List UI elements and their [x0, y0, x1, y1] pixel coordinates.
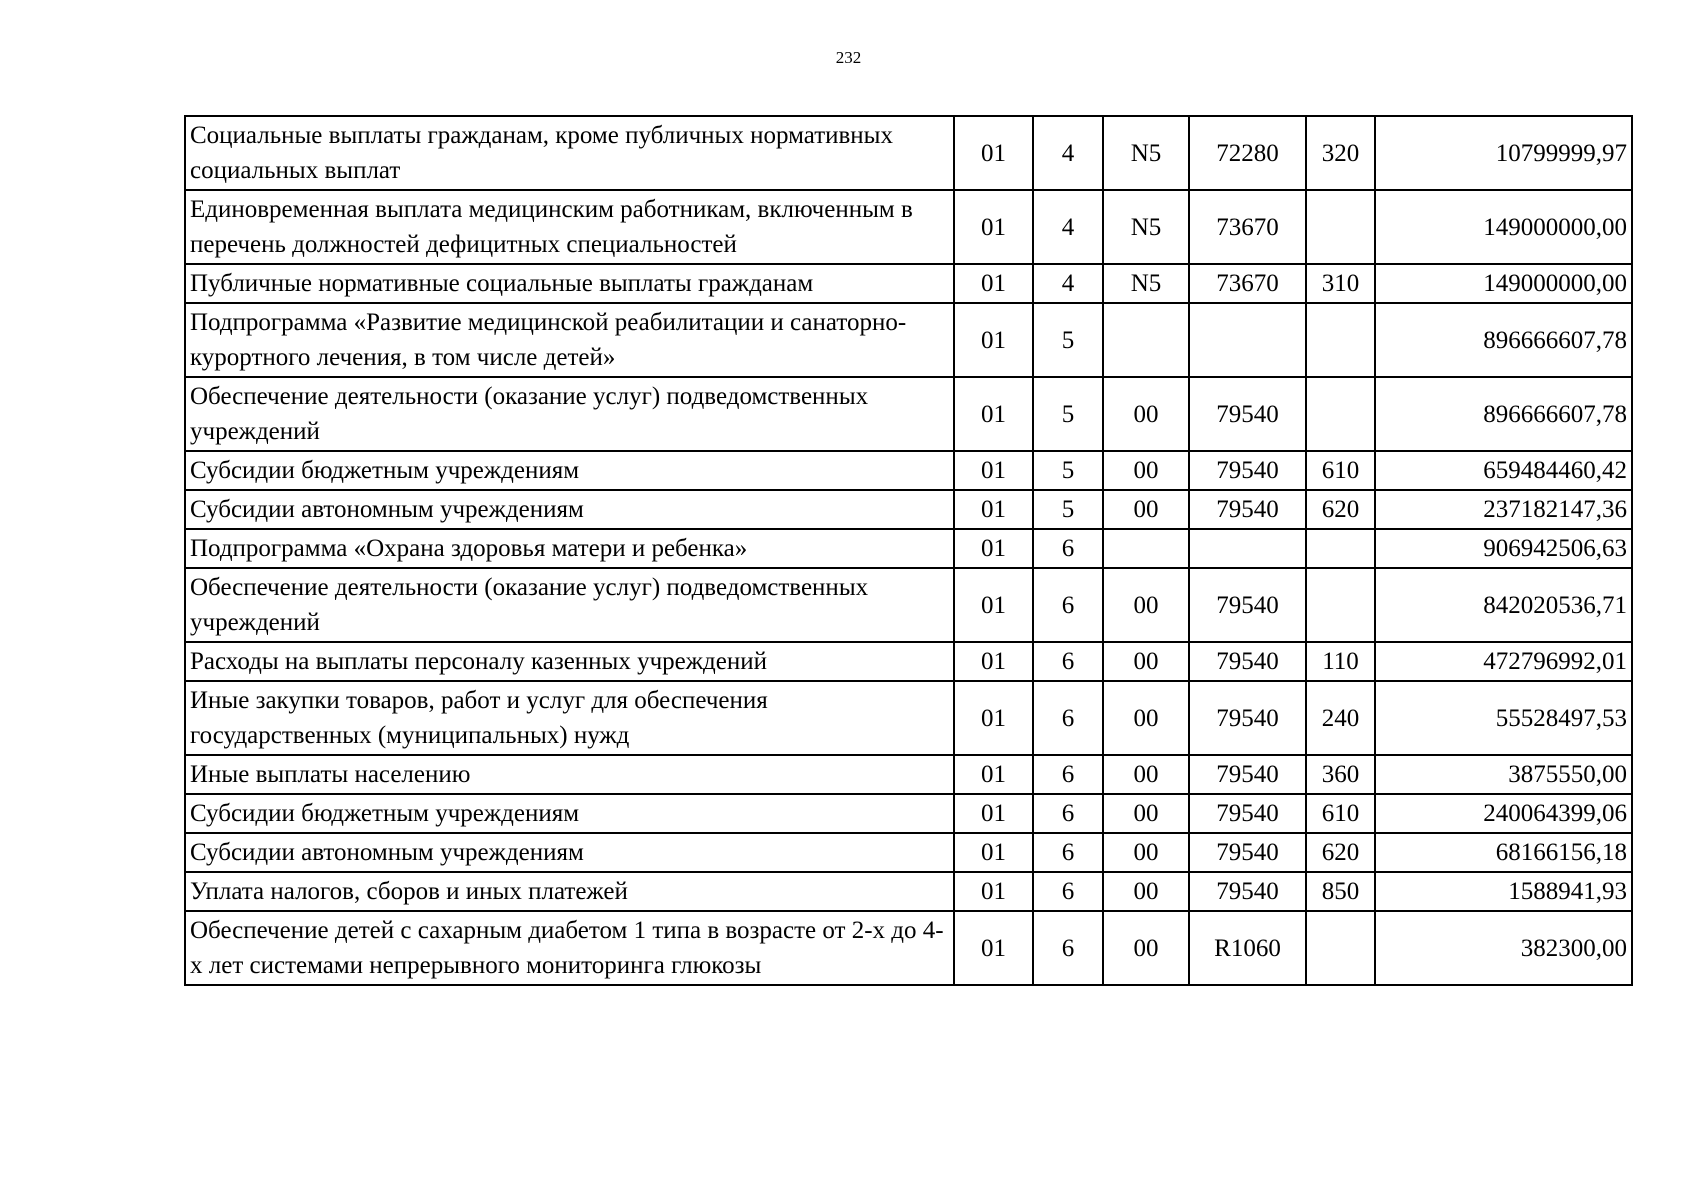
- row-code-1: 01: [954, 872, 1033, 911]
- row-code-1: 01: [954, 794, 1033, 833]
- row-code-4: 79540: [1189, 681, 1306, 755]
- row-name: Социальные выплаты гражданам, кроме публичных нормативных социальных выплат: [185, 116, 954, 190]
- row-amount: 149000000,00: [1375, 264, 1632, 303]
- row-code-2: 6: [1033, 833, 1103, 872]
- row-code-3: 00: [1103, 642, 1189, 681]
- row-code-5: 620: [1306, 833, 1375, 872]
- row-code-3: [1103, 303, 1189, 377]
- row-code-5: 310: [1306, 264, 1375, 303]
- row-code-2: 5: [1033, 451, 1103, 490]
- row-name: Расходы на выплаты персоналу казенных учреждений: [185, 642, 954, 681]
- row-code-1: 01: [954, 116, 1033, 190]
- row-code-4: 79540: [1189, 377, 1306, 451]
- row-name: Публичные нормативные социальные выплаты гражданам: [185, 264, 954, 303]
- row-code-5: 620: [1306, 490, 1375, 529]
- table-row: [185, 681, 1632, 755]
- row-code-5: [1306, 911, 1375, 985]
- row-code-5: [1306, 529, 1375, 568]
- row-code-4: 79540: [1189, 872, 1306, 911]
- row-amount: 842020536,71: [1375, 568, 1632, 642]
- row-code-1: 01: [954, 642, 1033, 681]
- row-code-1: 01: [954, 264, 1033, 303]
- row-code-2: 5: [1033, 490, 1103, 529]
- row-code-1: 01: [954, 833, 1033, 872]
- row-code-3: 00: [1103, 755, 1189, 794]
- row-code-4: 79540: [1189, 642, 1306, 681]
- row-code-1: 01: [954, 190, 1033, 264]
- row-name: Подпрограмма «Охрана здоровья матери и ребенка»: [185, 529, 954, 568]
- row-code-3: N5: [1103, 264, 1189, 303]
- table-row: [185, 794, 1632, 833]
- row-code-4: 73670: [1189, 264, 1306, 303]
- row-code-5: [1306, 303, 1375, 377]
- row-code-2: 4: [1033, 116, 1103, 190]
- row-code-3: [1103, 529, 1189, 568]
- row-code-1: 01: [954, 755, 1033, 794]
- row-code-2: 6: [1033, 642, 1103, 681]
- row-name: Субсидии автономным учреждениям: [185, 833, 954, 872]
- row-name: Субсидии автономным учреждениям: [185, 490, 954, 529]
- row-code-4: R1060: [1189, 911, 1306, 985]
- row-code-4: 79540: [1189, 794, 1306, 833]
- row-code-4: [1189, 529, 1306, 568]
- row-code-5: 610: [1306, 451, 1375, 490]
- table-row: [185, 303, 1632, 377]
- row-code-2: 6: [1033, 681, 1103, 755]
- row-code-3: 00: [1103, 377, 1189, 451]
- row-code-5: 850: [1306, 872, 1375, 911]
- row-amount: 382300,00: [1375, 911, 1632, 985]
- row-code-2: 6: [1033, 568, 1103, 642]
- row-code-5: [1306, 190, 1375, 264]
- row-code-5: 610: [1306, 794, 1375, 833]
- row-name: Обеспечение деятельности (оказание услуг) подведомственных учреждений: [185, 377, 954, 451]
- row-name: Иные закупки товаров, работ и услуг для обеспечения государственных (муниципальных) нужд: [185, 681, 954, 755]
- row-amount: 659484460,42: [1375, 451, 1632, 490]
- table-row: [185, 833, 1632, 872]
- row-amount: 237182147,36: [1375, 490, 1632, 529]
- row-code-2: 6: [1033, 529, 1103, 568]
- table-row: [185, 377, 1632, 451]
- row-code-4: [1189, 303, 1306, 377]
- row-code-2: 5: [1033, 303, 1103, 377]
- row-code-1: 01: [954, 377, 1033, 451]
- row-code-1: 01: [954, 490, 1033, 529]
- row-code-3: 00: [1103, 872, 1189, 911]
- row-code-2: 6: [1033, 794, 1103, 833]
- table-row: [185, 642, 1632, 681]
- row-amount: 3875550,00: [1375, 755, 1632, 794]
- row-name: Субсидии бюджетным учреждениям: [185, 794, 954, 833]
- row-amount: 906942506,63: [1375, 529, 1632, 568]
- row-code-1: 01: [954, 911, 1033, 985]
- table-row: [185, 872, 1632, 911]
- row-code-3: 00: [1103, 911, 1189, 985]
- row-code-3: 00: [1103, 681, 1189, 755]
- row-amount: 68166156,18: [1375, 833, 1632, 872]
- row-name: Субсидии бюджетным учреждениям: [185, 451, 954, 490]
- row-amount: 10799999,97: [1375, 116, 1632, 190]
- row-amount: 896666607,78: [1375, 377, 1632, 451]
- row-name: Единовременная выплата медицинским работникам, включенным в перечень должностей дефицитных специальностей: [185, 190, 954, 264]
- table-row: [185, 568, 1632, 642]
- row-name: Иные выплаты населению: [185, 755, 954, 794]
- row-amount: 896666607,78: [1375, 303, 1632, 377]
- row-code-3: 00: [1103, 833, 1189, 872]
- row-code-1: 01: [954, 303, 1033, 377]
- table-row: [185, 490, 1632, 529]
- budget-table-body: [185, 116, 1632, 985]
- row-code-2: 4: [1033, 190, 1103, 264]
- row-code-4: 79540: [1189, 755, 1306, 794]
- row-amount: 240064399,06: [1375, 794, 1632, 833]
- row-code-4: 79540: [1189, 451, 1306, 490]
- row-code-5: [1306, 568, 1375, 642]
- row-amount: 472796992,01: [1375, 642, 1632, 681]
- table-row: [185, 451, 1632, 490]
- row-code-4: 79540: [1189, 490, 1306, 529]
- row-code-5: 240: [1306, 681, 1375, 755]
- table-row: [185, 755, 1632, 794]
- row-code-4: 72280: [1189, 116, 1306, 190]
- row-code-1: 01: [954, 529, 1033, 568]
- row-code-5: 360: [1306, 755, 1375, 794]
- row-code-2: 6: [1033, 755, 1103, 794]
- row-code-5: [1306, 377, 1375, 451]
- table-row: [185, 911, 1632, 985]
- row-code-4: 79540: [1189, 568, 1306, 642]
- row-name: Уплата налогов, сборов и иных платежей: [185, 872, 954, 911]
- row-name: Обеспечение деятельности (оказание услуг) подведомственных учреждений: [185, 568, 954, 642]
- table-row: [185, 529, 1632, 568]
- table-row: [185, 116, 1632, 190]
- row-amount: 149000000,00: [1375, 190, 1632, 264]
- row-code-2: 5: [1033, 377, 1103, 451]
- row-code-1: 01: [954, 451, 1033, 490]
- row-amount: 1588941,93: [1375, 872, 1632, 911]
- row-code-1: 01: [954, 568, 1033, 642]
- row-code-3: 00: [1103, 794, 1189, 833]
- row-code-2: 6: [1033, 911, 1103, 985]
- row-code-1: 01: [954, 681, 1033, 755]
- row-code-3: 00: [1103, 490, 1189, 529]
- row-code-5: 110: [1306, 642, 1375, 681]
- row-code-3: N5: [1103, 116, 1189, 190]
- row-name: Подпрограмма «Развитие медицинской реабилитации и санаторно-курортного лечения, в том числе детей»: [185, 303, 954, 377]
- row-code-2: 6: [1033, 872, 1103, 911]
- row-code-4: 79540: [1189, 833, 1306, 872]
- row-code-4: 73670: [1189, 190, 1306, 264]
- row-code-2: 4: [1033, 264, 1103, 303]
- row-name: Обеспечение детей с сахарным диабетом 1 типа в возрасте от 2-х до 4-х лет системами непрерывного мониторинга глюкозы: [185, 911, 954, 985]
- row-code-5: 320: [1306, 116, 1375, 190]
- row-code-3: 00: [1103, 568, 1189, 642]
- table-row: [185, 190, 1632, 264]
- row-code-3: 00: [1103, 451, 1189, 490]
- row-amount: 55528497,53: [1375, 681, 1632, 755]
- table-row: [185, 264, 1632, 303]
- budget-table: [184, 115, 1633, 986]
- page-number: 232: [835, 48, 862, 67]
- row-code-3: N5: [1103, 190, 1189, 264]
